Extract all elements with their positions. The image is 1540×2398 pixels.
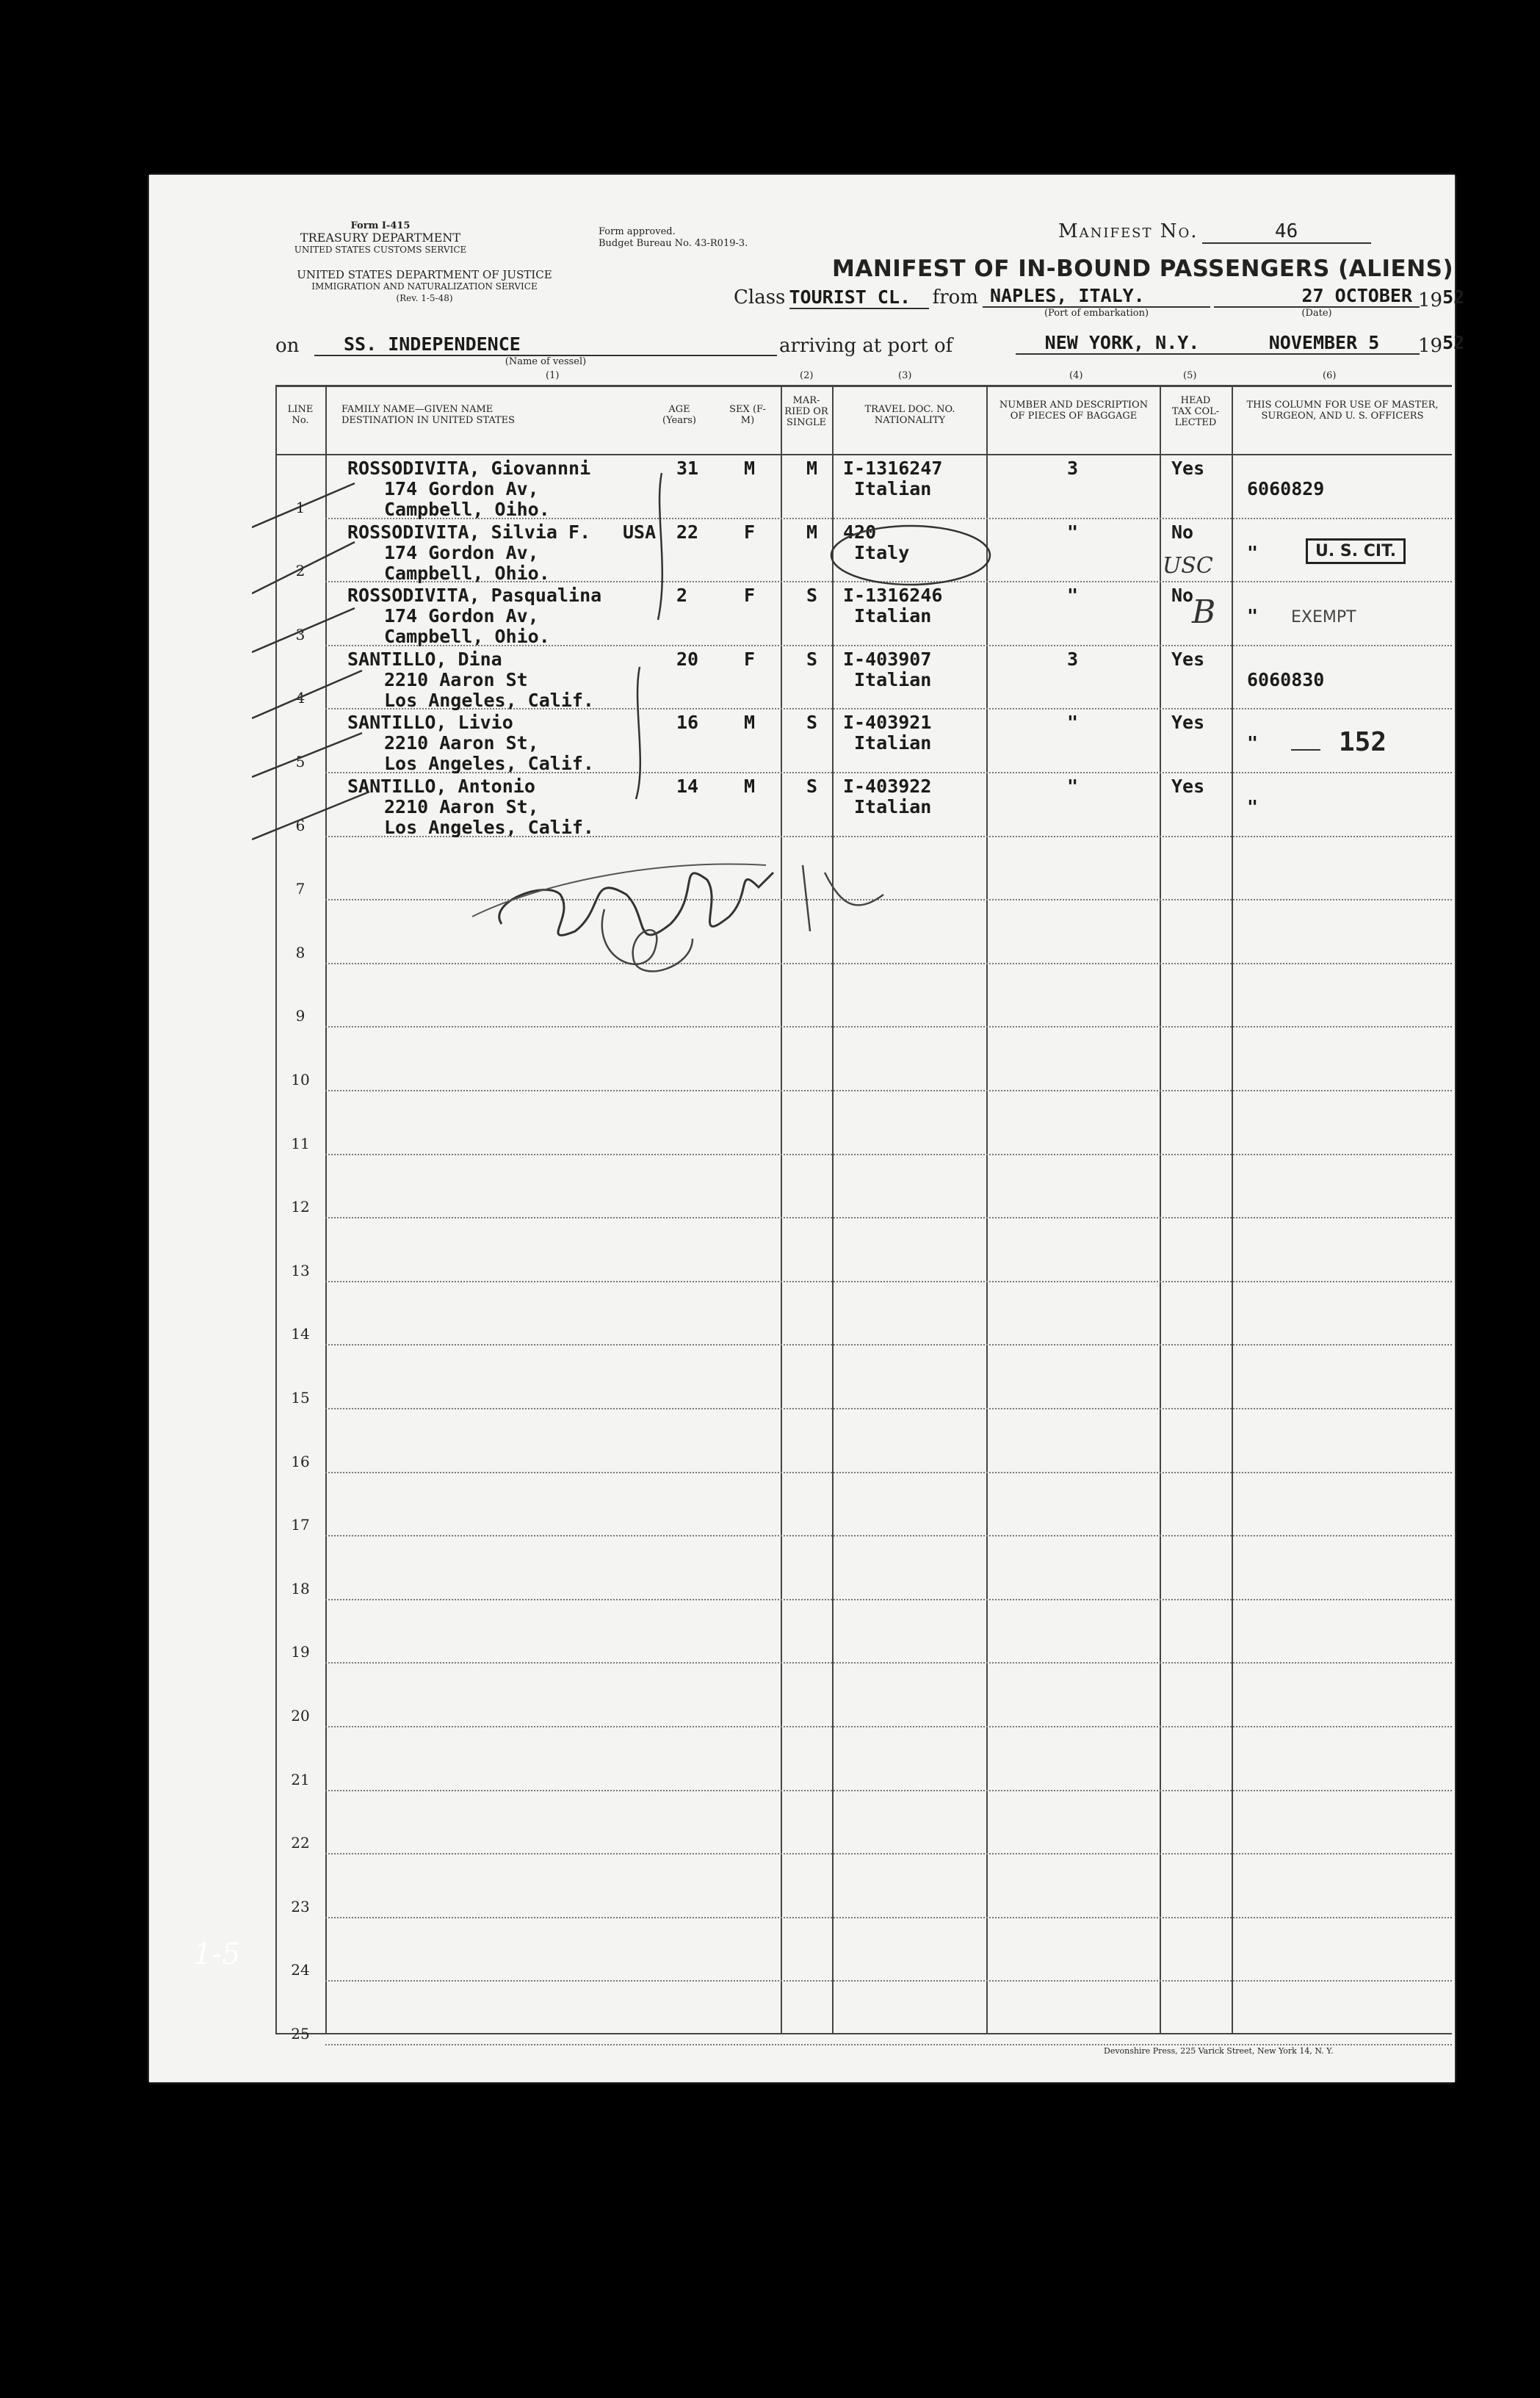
us-citizen-stamp: U. S. CIT. xyxy=(1306,538,1406,564)
passenger-addr2: Los Angeles, Calif. xyxy=(384,817,594,838)
exempt-mark: EXEMPT xyxy=(1291,608,1356,626)
officer-signature xyxy=(458,814,913,990)
passenger-age: 14 xyxy=(676,776,699,797)
line-number: 2 xyxy=(295,562,306,580)
ins-label: IMMIGRATION AND NATURALIZATION SERVICE xyxy=(311,281,538,292)
line-number: 13 xyxy=(291,1261,310,1279)
line-number: 1 xyxy=(295,498,306,516)
passenger-sex: F xyxy=(744,648,756,670)
passenger-bag: " xyxy=(1067,585,1079,607)
passenger-name: SANTILLO, Livio xyxy=(347,712,513,734)
passenger-addr2: Los Angeles, Calif. xyxy=(384,753,594,775)
departure-date xyxy=(1214,285,1420,319)
line-number: 9 xyxy=(295,1007,306,1025)
passenger-tax: Yes xyxy=(1171,776,1205,797)
passenger-bag: " xyxy=(1067,776,1079,797)
passenger-nat: Italian xyxy=(854,668,932,690)
bracket-mark xyxy=(640,466,684,627)
passenger-addr2: Campbell, Ohio. xyxy=(384,626,550,648)
table-bottom-border xyxy=(275,2033,1452,2034)
passenger-sex: F xyxy=(744,521,756,543)
passenger-marital: S xyxy=(806,776,818,797)
year-2 xyxy=(1418,332,1464,357)
row-rule xyxy=(325,1472,1452,1473)
arriving-label: arriving at port of xyxy=(779,335,953,357)
passenger-addr1: 2210 Aaron St, xyxy=(384,796,539,817)
header-destination: DESTINATION IN UNITED STATES xyxy=(341,415,516,426)
col-divider-married xyxy=(781,385,782,2034)
approved-label: Form approved. xyxy=(599,226,676,237)
manifest-no-row xyxy=(1058,220,1371,244)
col-number-4: (4) xyxy=(1069,370,1083,381)
row-rule xyxy=(325,1790,1452,1791)
approval-block xyxy=(599,226,748,250)
passenger-name: SANTILLO, Antonio xyxy=(347,776,535,797)
passenger-extra: USA xyxy=(623,521,657,543)
bracket-mark xyxy=(618,660,662,806)
line-number: 4 xyxy=(295,689,306,707)
year-1-suffix: 52 xyxy=(1442,286,1465,308)
line-number: 24 xyxy=(291,1961,310,1979)
passenger-addr1: 2210 Aaron St, xyxy=(384,732,539,754)
justice-block xyxy=(270,269,579,304)
manifest-no-value: 46 xyxy=(1202,220,1371,244)
row-rule xyxy=(325,1917,1452,1918)
row-rule xyxy=(325,1535,1452,1536)
passenger-age: 31 xyxy=(676,458,699,479)
embark-port-value: NAPLES, ITALY. xyxy=(983,285,1210,308)
row-rule xyxy=(325,1154,1452,1155)
passenger-sex: M xyxy=(744,458,756,479)
header-officers: THIS COLUMN FOR USE OF MASTER, SURGEON, AND U. S. OFFICERS xyxy=(1246,400,1439,422)
row-rule xyxy=(325,1344,1452,1346)
header-sex: SEX (F-M) xyxy=(729,404,766,426)
line-number: 21 xyxy=(291,1770,310,1788)
passenger-officer: 6060829 xyxy=(1247,478,1325,499)
line-number: 11 xyxy=(291,1134,310,1152)
passenger-nat: Italian xyxy=(854,732,932,754)
col-number-2: (2) xyxy=(800,370,814,381)
passenger-doc: 420 xyxy=(843,521,877,543)
col-number-6: (6) xyxy=(1323,370,1337,381)
passenger-name: ROSSODIVITA, Silvia F. xyxy=(347,521,591,543)
row-rule xyxy=(325,1408,1452,1409)
class-label: Class xyxy=(734,286,786,308)
row-rule xyxy=(325,1853,1452,1855)
passenger-addr1: 174 Gordon Av, xyxy=(384,478,539,499)
departure-date-value: 27 OCTOBER xyxy=(1214,285,1420,308)
passenger-nat: Italian xyxy=(854,796,932,817)
vessel-name: SS. INDEPENDENCE xyxy=(314,333,777,356)
row-rule xyxy=(325,1090,1452,1091)
col-divider-tax xyxy=(1160,385,1161,2034)
passenger-tax: Yes xyxy=(1171,458,1205,479)
check-marks xyxy=(252,461,399,843)
passenger-name: SANTILLO, Dina xyxy=(347,648,502,670)
year-1-prefix: 19 xyxy=(1418,289,1443,311)
col-number-3: (3) xyxy=(898,370,912,381)
header-travel-doc: TRAVEL DOC. NO. xyxy=(864,404,955,415)
passenger-sex: F xyxy=(744,585,756,607)
handwritten-usc: USC xyxy=(1163,553,1213,579)
line-number: 6 xyxy=(295,816,306,834)
on-label: on xyxy=(275,335,300,357)
passenger-bag: 3 xyxy=(1067,458,1079,479)
agency-block xyxy=(270,220,491,256)
embark-port xyxy=(983,285,1210,319)
vessel xyxy=(314,333,777,367)
header-baggage: NUMBER AND DESCRIPTION OF PIECES OF BAGGAGE xyxy=(999,400,1149,422)
passenger-officer: " xyxy=(1247,605,1259,627)
table-header-border xyxy=(275,454,1452,455)
header-line-no: LINE No. xyxy=(287,404,314,426)
line-number: 14 xyxy=(291,1325,310,1343)
line-number: 18 xyxy=(291,1579,310,1597)
margin-mark: 1-5 xyxy=(193,1937,241,1971)
row-rule xyxy=(325,1980,1452,1982)
passenger-doc: I-403907 xyxy=(843,648,932,670)
passenger-sex: M xyxy=(744,776,756,797)
line-number: 10 xyxy=(291,1071,310,1088)
line-number: 17 xyxy=(291,1516,310,1534)
line-number: 12 xyxy=(291,1198,310,1216)
from-label: from xyxy=(932,286,978,308)
arrival-date: NOVEMBER 5 xyxy=(1229,332,1420,355)
passenger-tax: No xyxy=(1171,585,1194,607)
row-rule xyxy=(325,1662,1452,1664)
printer-credit: Devonshire Press, 225 Varick Street, New York 14, N. Y. xyxy=(1104,2046,1334,2056)
passenger-addr1: 2210 Aaron St xyxy=(384,668,528,690)
passenger-marital: S xyxy=(806,712,818,734)
col-number-5: (5) xyxy=(1183,370,1197,381)
line-number: 5 xyxy=(295,753,306,770)
passenger-marital: S xyxy=(806,585,818,607)
rev-label: (Rev. 1-5-48) xyxy=(396,293,453,303)
row-rule xyxy=(325,2044,1452,2045)
row-rule xyxy=(325,1281,1452,1282)
line-number: 25 xyxy=(291,2025,310,2043)
passenger-doc: I-1316246 xyxy=(843,585,943,607)
passenger-nat: Italy xyxy=(854,541,910,563)
passenger-marital: S xyxy=(806,648,818,670)
line-number: 19 xyxy=(291,1643,310,1661)
col-number-1: (1) xyxy=(546,370,560,381)
passenger-officer: 6060830 xyxy=(1247,668,1325,690)
customs-label: UNITED STATES CUSTOMS SERVICE xyxy=(294,245,467,255)
line-number: 7 xyxy=(295,880,306,898)
row-rule xyxy=(325,1726,1452,1727)
passenger-marital: M xyxy=(806,521,818,543)
manifest-no-label: Manifest No. xyxy=(1058,220,1199,242)
row-rule xyxy=(325,1026,1452,1028)
budget-label: Budget Bureau No. 43-R019-3. xyxy=(599,238,748,249)
passenger-doc: I-403921 xyxy=(843,712,932,734)
departure-date-caption: (Date) xyxy=(1301,308,1332,319)
handwritten-b: B xyxy=(1192,593,1216,631)
embark-port-caption: (Port of embarkation) xyxy=(1044,308,1149,319)
passenger-doc: I-403922 xyxy=(843,776,932,797)
passenger-officer: " xyxy=(1247,796,1259,817)
header-age: AGE (Years) xyxy=(662,404,696,426)
header-head-tax: HEAD TAX COL-LECTED xyxy=(1171,395,1220,428)
year-1 xyxy=(1418,286,1464,311)
line-number: 3 xyxy=(295,625,306,643)
passenger-addr2: Campbell, Ohio. xyxy=(384,562,550,584)
line-number: 22 xyxy=(291,1834,310,1852)
header-nationality: NATIONALITY xyxy=(874,415,946,426)
col-divider-officers xyxy=(1232,385,1233,2034)
manifest-page xyxy=(149,175,1465,2082)
passenger-name: ROSSODIVITA, Pasqualina xyxy=(347,585,602,607)
vessel-caption: (Name of vessel) xyxy=(505,356,587,367)
count-dash xyxy=(1291,749,1320,751)
line-number: 15 xyxy=(291,1389,310,1406)
passenger-bag: 3 xyxy=(1067,648,1079,670)
passenger-addr1: 174 Gordon Av, xyxy=(384,541,539,563)
passenger-age: 2 xyxy=(676,585,688,607)
passenger-age: 22 xyxy=(676,521,699,543)
class-value: TOURIST CL. xyxy=(789,286,929,309)
header-married: MAR-RIED OR SINGLE xyxy=(784,395,828,428)
col-divider-doc xyxy=(832,385,834,2034)
passenger-officer: " xyxy=(1247,732,1259,754)
form-number: Form I-415 xyxy=(350,220,411,231)
class-row xyxy=(734,286,978,331)
line-number: 20 xyxy=(291,1707,310,1725)
treasury-label: TREASURY DEPARTMENT xyxy=(300,231,461,245)
passenger-nat: Italian xyxy=(854,478,932,499)
passenger-bag: " xyxy=(1067,521,1079,543)
justice-label: UNITED STATES DEPARTMENT OF JUSTICE xyxy=(297,268,552,281)
passenger-addr2: Los Angeles, Calif. xyxy=(384,689,594,711)
passenger-officer: " xyxy=(1247,541,1259,563)
passenger-sex: M xyxy=(744,712,756,734)
year-2-suffix: 52 xyxy=(1442,332,1465,353)
passenger-bag: " xyxy=(1067,712,1079,734)
passenger-addr2: Campbell, Oiho. xyxy=(384,499,550,520)
header-name: FAMILY NAME—GIVEN NAME xyxy=(341,404,494,415)
line-number: 23 xyxy=(291,1897,310,1915)
passenger-name: ROSSODIVITA, Giovannni xyxy=(347,458,591,479)
header-doc xyxy=(836,404,983,426)
line-number: 16 xyxy=(291,1452,310,1470)
passenger-nat: Italian xyxy=(854,605,932,627)
arrival-port: NEW YORK, N.Y. xyxy=(1016,332,1229,355)
passenger-marital: M xyxy=(806,458,818,479)
row-rule xyxy=(325,1599,1452,1600)
passenger-doc: I-1316247 xyxy=(843,458,943,479)
doc-circle-mark xyxy=(826,519,995,592)
header-name-dest xyxy=(341,404,515,426)
passenger-age: 20 xyxy=(676,648,699,670)
passenger-tax: Yes xyxy=(1171,712,1205,734)
col-divider-baggage xyxy=(986,385,988,2034)
page-title: MANIFEST OF IN-BOUND PASSENGERS (ALIENS) xyxy=(832,256,1454,282)
passenger-tax: No xyxy=(1171,521,1194,543)
row-rule xyxy=(325,1217,1452,1218)
table-top-border xyxy=(275,385,1452,387)
line-number: 8 xyxy=(295,943,306,961)
year-2-prefix: 19 xyxy=(1418,335,1443,357)
count-mark: 152 xyxy=(1339,727,1387,757)
passenger-tax: Yes xyxy=(1171,648,1205,670)
passenger-addr1: 174 Gordon Av, xyxy=(384,605,539,627)
passenger-age: 16 xyxy=(676,712,699,734)
